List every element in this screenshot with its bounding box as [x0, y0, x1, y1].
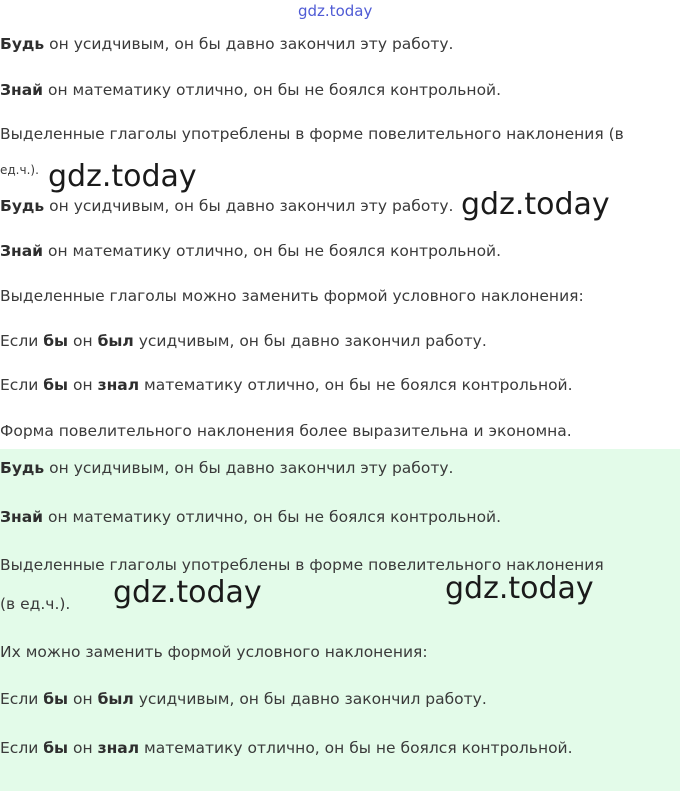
block1-line2: [0, 80, 501, 100]
block1-line3: Выделенные глаголы употреблены в форме повелительного наклонения (в: [0, 125, 624, 143]
text: он математику отлично, он бы не боялся контрольной.: [43, 508, 502, 526]
bold-verb: Знай: [0, 242, 44, 260]
bold-verb: Знай: [0, 81, 44, 99]
block3-line5: Их можно заменить формой условного наклонения:: [0, 643, 428, 661]
bold-particle: бы: [43, 690, 69, 708]
block2-line5: [0, 375, 573, 395]
watermark-top: gdz.today: [298, 2, 373, 20]
watermark: gdz.today: [113, 575, 262, 610]
bold-verb: знал: [97, 376, 140, 394]
text: усидчивым, он бы давно закончил работу.: [133, 690, 487, 708]
bold-particle: бы: [43, 376, 69, 394]
text: Если: [0, 739, 44, 757]
block2-line2: [0, 241, 501, 261]
block2-line4: [0, 331, 487, 351]
bold-particle: бы: [43, 739, 69, 757]
text: он: [68, 332, 98, 350]
bold-verb: Знай: [0, 508, 44, 526]
text: он математику отлично, он бы не боялся контрольной.: [43, 81, 502, 99]
text: он: [68, 376, 98, 394]
block3-line7: [0, 738, 573, 758]
watermark: gdz.today: [461, 187, 610, 222]
watermark: gdz.today: [445, 571, 594, 606]
block2-line6: Форма повелительного наклонения более выразительна и экономна.: [0, 422, 572, 440]
block3-line2: [0, 507, 501, 527]
block3-line1: [0, 458, 453, 478]
bold-verb: Будь: [0, 459, 45, 477]
text: Если: [0, 332, 44, 350]
bold-verb: Будь: [0, 35, 45, 53]
block3-line4: (в ед.ч.).: [0, 595, 71, 613]
bold-verb: знал: [97, 739, 140, 757]
block2-line3: Выделенные глаголы можно заменить формой условного наклонения:: [0, 287, 584, 305]
text: он усидчивым, он бы давно закончил эту работу.: [44, 459, 454, 477]
bold-particle: бы: [43, 332, 69, 350]
text: он: [68, 739, 98, 757]
text: Если: [0, 376, 44, 394]
text: Если: [0, 690, 44, 708]
watermark: gdz.today: [48, 159, 197, 194]
text: он математику отлично, он бы не боялся контрольной.: [43, 242, 502, 260]
block1-line4: ед.ч.).: [0, 163, 39, 177]
bold-verb: был: [97, 332, 134, 350]
text: математику отлично, он бы не боялся контрольной.: [139, 376, 573, 394]
block3-line6: [0, 689, 487, 709]
bold-verb: Будь: [0, 197, 45, 215]
block3-line3: Выделенные глаголы употреблены в форме повелительного наклонения: [0, 556, 604, 574]
block1-line1: [0, 34, 453, 54]
text: усидчивым, он бы давно закончил работу.: [133, 332, 487, 350]
bold-verb: был: [97, 690, 134, 708]
text: математику отлично, он бы не боялся контрольной.: [139, 739, 573, 757]
block2-line1: [0, 196, 453, 216]
text: он усидчивым, он бы давно закончил эту работу.: [44, 197, 454, 215]
text: он усидчивым, он бы давно закончил эту работу.: [44, 35, 454, 53]
text: он: [68, 690, 98, 708]
